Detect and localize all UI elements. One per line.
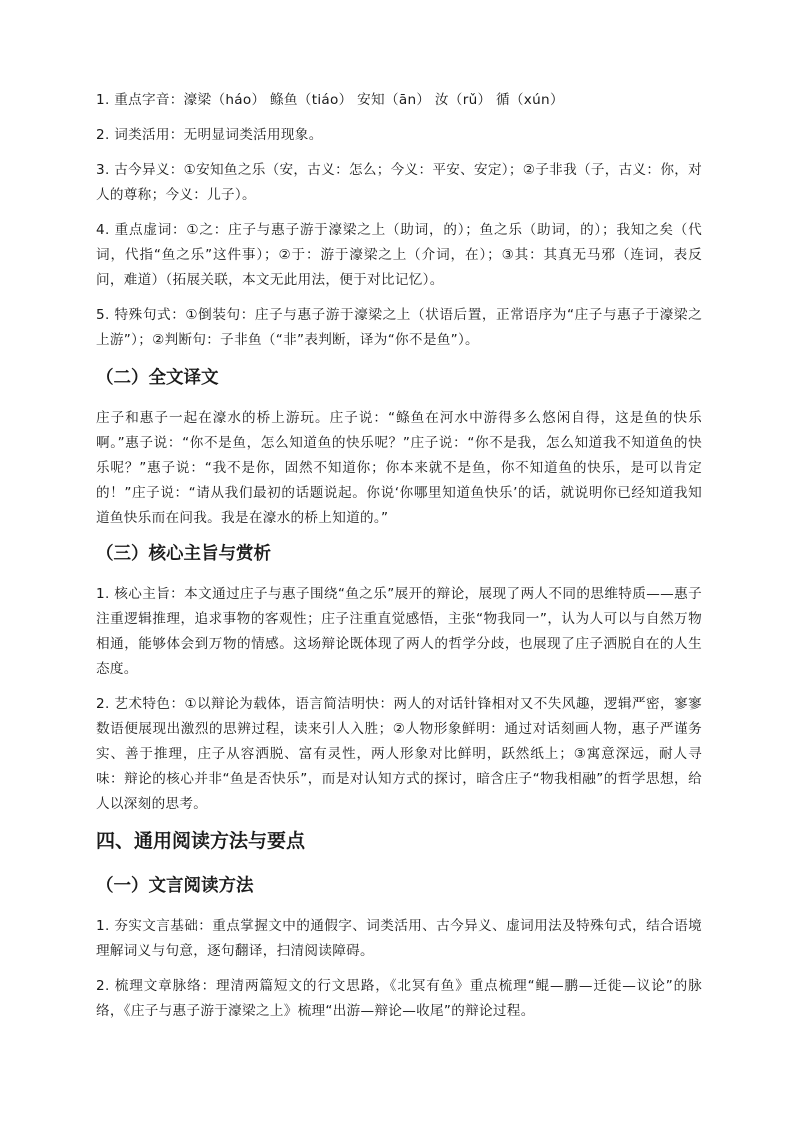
grammar-point-pronunciation: 1. 重点字音：濠梁（háo） 鲦鱼（tiáo） 安知（ān） 汝（rǔ） 循（xún） <box>96 92 564 108</box>
methods-section <box>96 802 702 1034</box>
grammar-point-ancient-modern: 3. 古今异义：①安知鱼之乐（安，古义：怎么；今义：平安、安定）；②子非我（子，古义：你，对人的尊称；今义：儿子）。 <box>96 162 703 203</box>
theme-heading: （三）核心主旨与赏析 <box>96 544 271 564</box>
methods-heading: 四、通用阅读方法与要点 <box>96 830 306 852</box>
methods-sub-heading: （一）文言阅读方法 <box>96 876 254 896</box>
translation-section <box>96 350 702 541</box>
grammar-point-function-words: 4. 重点虚词：①之：庄子与惠子游于濠梁之上（助词，的）；鱼之乐（助词，的）；我知之矣（代词，代指“鱼之乐”这件事）；②于：游于濠梁之上（介词，在）；③其：其真无马邪（连词，表反问，难道）（拓展关联，本文无此用法，便于对比记忆）。 <box>96 222 702 288</box>
theme-core-idea: 1. 核心主旨：本文通过庄子与惠子围绕“鱼之乐”展开的辩论，展现了两人不同的思维特质——惠子注重逻辑推理，追求事物的客观性；庄子注重直觉感悟，主张“物我同一”，认为人可以与自然万物相通，能够体会到万物的情感。这场辩论既体现了两人的哲学分歧，也展现了庄子洒脱自在的人生态度。 <box>96 586 702 677</box>
grammar-points-section <box>96 88 702 363</box>
theme-section <box>96 526 702 827</box>
methods-foundation: 1. 夯实文言基础：重点掌握文中的通假字、词类活用、古今异义、虚词用法及特殊句式，结合语境理解词义与句意，逐句翻译，扫清阅读障碍。 <box>96 918 702 959</box>
grammar-point-special-sentences: 5. 特殊句式：①倒装句：庄子与惠子游于濠梁之上（状语后置，正常语序为“庄子与惠子于濠梁之上游”）；②判断句：子非鱼（“非”表判断，译为“你不是鱼”）。 <box>96 307 702 348</box>
methods-structure: 2. 梳理文章脉络：理清两篇短文的行文思路，《北冥有鱼》重点梳理“鲲—鹏—迁徙—议论”的脉络，《庄子与惠子游于濠梁之上》梳理“出游—辩论—收尾”的辩论过程。 <box>96 978 702 1019</box>
theme-artistic-features: 2. 艺术特色：①以辩论为载体，语言简洁明快：两人的对话针锋相对又不失风趣，逻辑严密，寥寥数语便展现出激烈的思辨过程，读来引人入胜；②人物形象鲜明：通过对话刻画人物，惠子严谨务实、善于推理，庄子从容洒脱、富有灵性，两人形象对比鲜明，跃然纸上；③寓意深远，耐人寻味：辩论的核心并非“鱼是否快乐”，而是对认知方式的探讨，暗含庄子“物我相融”的哲学思想，给人以深刻的思考。 <box>96 696 702 812</box>
translation-text: 庄子和惠子一起在濠水的桥上游玩。庄子说：“鲦鱼在河水中游得多么悠闲自得，这是鱼的快乐啊。”惠子说：“你不是鱼，怎么知道鱼的快乐呢？”庄子说：“你不是我，怎么知道我不知道鱼的快乐呢？”惠子说：“我不是你，固然不知道你；你本来就不是鱼，你不知道鱼的快乐，是可以肯定的！”庄子说：“请从我们最初的话题说起。你说‘你哪里知道鱼快乐’的话，就说明你已经知道我知道鱼快乐而在问我。我是在濠水的桥上知道的。” <box>96 410 702 526</box>
grammar-point-word-class: 2. 词类活用：无明显词类活用现象。 <box>96 127 323 143</box>
translation-heading: （二）全文译文 <box>96 368 219 388</box>
